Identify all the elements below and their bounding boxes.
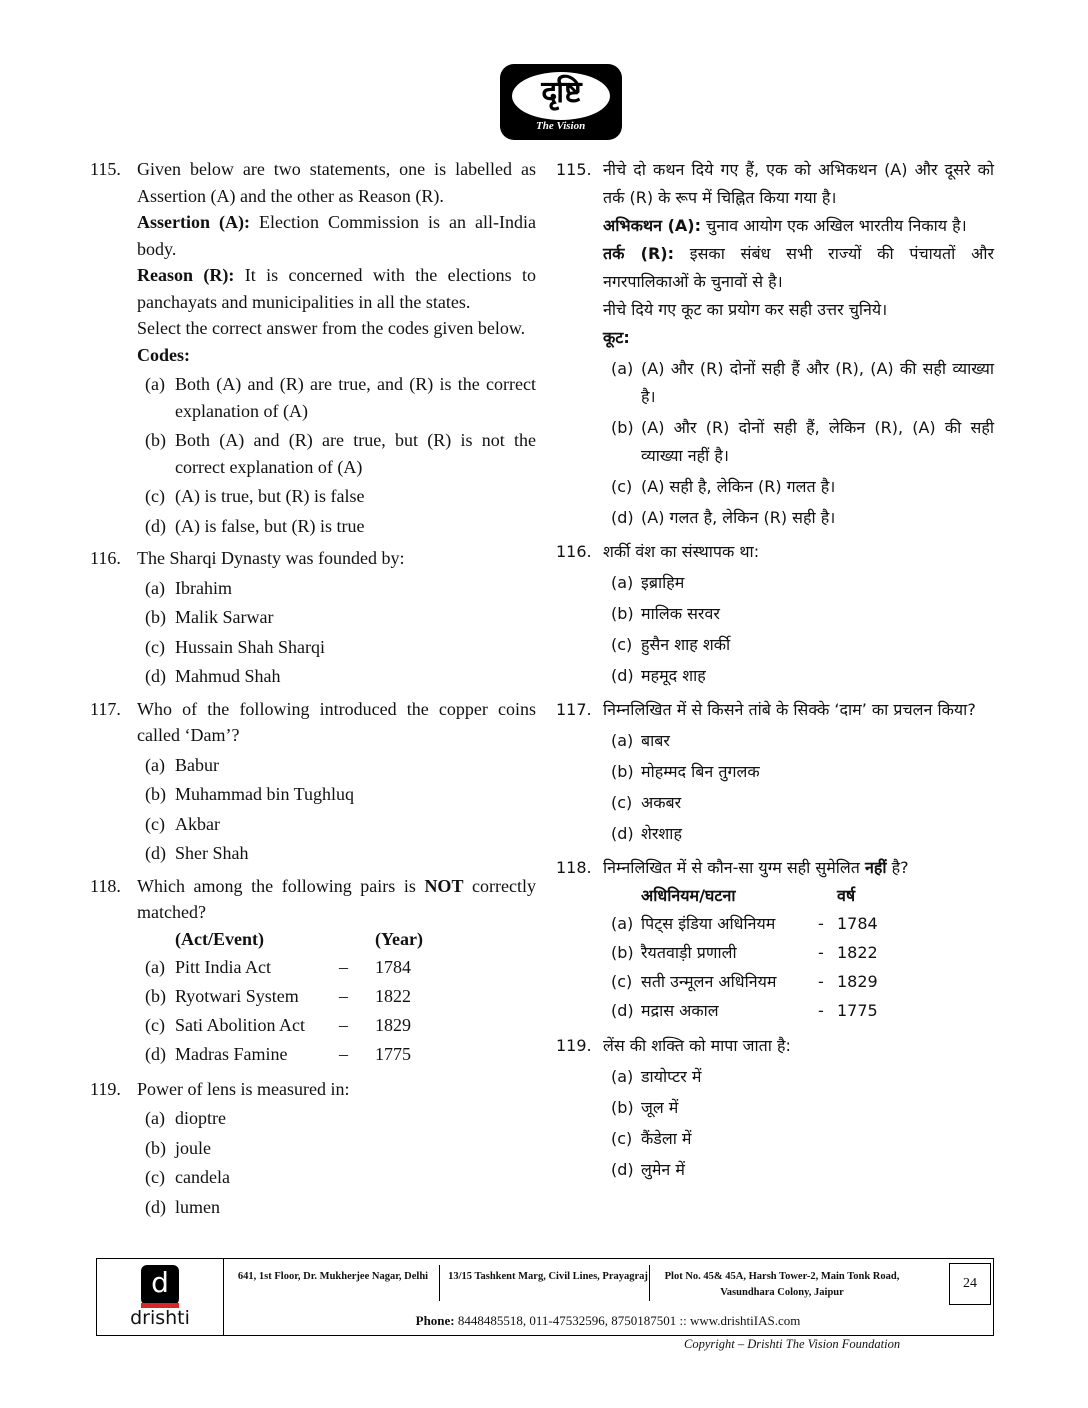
- page-footer: [96, 1258, 994, 1336]
- option-c: [603, 473, 994, 501]
- option-text: Mahmud Shah: [175, 666, 281, 686]
- option-d: [603, 504, 994, 532]
- question-118-hi: [556, 854, 994, 1026]
- phone-text: 8448485518, 011-47532596, 8750187501 :: www.drishtiIAS.com: [454, 1313, 801, 1328]
- option-label: (b): [611, 762, 634, 781]
- pair-name: पिट्स इंडिया अधिनियम: [641, 914, 776, 933]
- footer-logo-text: drishti: [130, 1307, 190, 1329]
- question-text: लेंस की शक्ति को मापा जाता है:: [603, 1036, 791, 1055]
- question-number: 116.: [90, 548, 121, 568]
- option-text: (A) सही है, लेकिन (R) गलत है।: [641, 477, 836, 496]
- question-text: Who of the following introduced the copper coins called ‘Dam’?: [137, 698, 536, 745]
- option-c: [137, 483, 536, 510]
- question-text: निम्नलिखित में से किसने तांबे के सिक्के ‘दाम’ का प्रचलन किया?: [603, 700, 976, 719]
- pair-year: 1822: [837, 943, 878, 962]
- option-b: [603, 600, 994, 628]
- option-text: इब्राहिम: [641, 573, 685, 592]
- option-label: (b): [611, 943, 634, 962]
- option-label: (d): [611, 1001, 634, 1020]
- option-text: डायोप्टर में: [641, 1067, 702, 1086]
- option-text: joule: [175, 1137, 211, 1158]
- pair-name: Pitt India Act: [175, 956, 271, 977]
- reason-text: It is concerned with the elections to panchayats and municipalities in all the states.: [137, 265, 536, 312]
- option-c: [603, 631, 994, 659]
- option-text: Muhammad bin Tughluq: [175, 784, 355, 804]
- option-d: [603, 1156, 994, 1184]
- option-label: (c): [145, 486, 165, 506]
- option-label: (d): [145, 843, 166, 863]
- logo-tagline: The Vision: [536, 120, 586, 132]
- question-number: 119.: [556, 1036, 592, 1055]
- question-number: 118.: [556, 858, 592, 877]
- question-116-en: [90, 545, 536, 690]
- option-label: (a): [145, 1108, 165, 1128]
- option-label: (a): [145, 956, 165, 977]
- pair-year: 1822: [375, 985, 411, 1006]
- question-116-hi: [556, 538, 994, 690]
- option-label: (d): [611, 1160, 634, 1179]
- pairs-header: [603, 882, 994, 910]
- option-a: [603, 355, 994, 411]
- pair-dash: –: [339, 956, 348, 977]
- option-text: Akbar: [175, 813, 220, 834]
- option-d: [137, 1194, 536, 1221]
- option-text: (A) गलत है, लेकिन (R) सही है।: [641, 508, 836, 527]
- option-text: Malik Sarwar: [175, 607, 274, 627]
- logo-word: दृष्टि: [541, 75, 581, 110]
- pair-dash: -: [818, 972, 824, 991]
- option-text: मोहम्मद बिन तुगलक: [641, 762, 760, 781]
- english-column: [90, 156, 536, 1226]
- logo-emblem: [512, 72, 610, 120]
- question-number: 117.: [556, 700, 592, 719]
- option-a: [137, 371, 536, 424]
- address-jaipur: Plot No. 45& 45A, Harsh Tower-2, Main Tonk Road, Vasundhara Colony, Jaipur: [664, 1271, 900, 1298]
- option-label: (d): [145, 1196, 166, 1217]
- address-delhi: 641, 1st Floor, Dr. Mukherjee Nagar, Delhi: [237, 1271, 429, 1282]
- option-text: lumen: [175, 1196, 220, 1217]
- option-text: Hussain Shah Sharqi: [175, 636, 325, 657]
- question-number: 117.: [90, 698, 121, 719]
- option-label: (b): [145, 985, 166, 1006]
- option-b: [137, 427, 536, 480]
- reason-label: Reason (R):: [137, 265, 235, 285]
- option-c: [137, 634, 536, 661]
- pair-dash: –: [339, 1043, 348, 1064]
- question-115-hi: [556, 156, 994, 532]
- option-text: (A) is false, but (R) is true: [175, 515, 365, 536]
- option-b: [137, 781, 536, 808]
- question-text: [603, 854, 994, 882]
- option-text: Sher Shah: [175, 843, 249, 863]
- option-label: (a): [145, 374, 165, 394]
- option-b: [137, 604, 536, 631]
- option-label: (c): [145, 636, 165, 657]
- option-label: (c): [145, 1014, 165, 1035]
- pairs-header: [137, 926, 536, 954]
- pair-year: 1784: [375, 956, 411, 977]
- option-c: [603, 1125, 994, 1153]
- option-text: Both (A) and (R) are true, but (R) is not the correct explanation of (A): [175, 430, 536, 477]
- option-label: (d): [611, 508, 634, 527]
- option-c: [137, 811, 536, 838]
- option-a: [603, 1063, 994, 1091]
- option-label: (b): [145, 430, 166, 450]
- option-label: (b): [145, 607, 166, 627]
- option-text: (A) और (R) दोनों सही हैं और (R), (A) की सही व्याख्या है।: [641, 359, 994, 406]
- question-117-hi: [556, 696, 994, 848]
- option-label: (c): [611, 477, 633, 496]
- option-text: कैंडेला में: [641, 1129, 692, 1148]
- option-b: [603, 414, 994, 470]
- pair-year: 1775: [837, 1001, 878, 1020]
- question-text-post: है?: [886, 858, 909, 877]
- option-label: (a): [611, 573, 634, 592]
- reason-label: तर्क (R):: [603, 244, 674, 263]
- option-d: [603, 662, 994, 690]
- pair-row-a: [137, 954, 536, 983]
- question-text-emphasis: नहीं: [864, 858, 887, 877]
- footer-logo: [97, 1259, 224, 1335]
- option-label: (d): [611, 824, 634, 843]
- option-text: dioptre: [175, 1108, 226, 1128]
- question-intro: Given below are two statements, one is labelled as Assertion (A) and the other as Reason (R).: [137, 159, 536, 206]
- pair-name: Ryotwari System: [175, 985, 299, 1006]
- option-c: [603, 789, 994, 817]
- pair-row-c: [137, 1012, 536, 1041]
- option-label: (c): [145, 813, 165, 834]
- pair-name: रैयतवाड़ी प्रणाली: [641, 943, 737, 962]
- codes-label: Codes:: [137, 344, 190, 365]
- option-b: [603, 1094, 994, 1122]
- copyright-notice: Copyright – Drishti The Vision Foundation: [684, 1337, 901, 1351]
- address-prayagraj: 13/15 Tashkent Marg, Civil Lines, Prayagraj: [448, 1271, 648, 1282]
- hindi-column: [556, 156, 994, 1190]
- option-text: जूल में: [641, 1098, 679, 1117]
- assertion: [603, 212, 994, 240]
- option-text: मालिक सरवर: [641, 604, 720, 623]
- pair-row-c: [603, 968, 994, 997]
- pair-year: 1775: [375, 1043, 411, 1064]
- question-intro: नीचे दो कथन दिये गए हैं, एक को अभिकथन (A) और दूसरे को तर्क (R) के रूप में चिह्नित किया गया है।: [603, 160, 994, 207]
- option-label: (a): [611, 359, 634, 378]
- codes-label: कूट:: [603, 328, 630, 347]
- option-label: (c): [611, 1129, 633, 1148]
- option-text: (A) और (R) दोनों सही हैं, लेकिन (R), (A) की सही व्याख्या नहीं है।: [641, 418, 994, 465]
- option-label: (a): [611, 1067, 634, 1086]
- option-label: (c): [611, 793, 633, 812]
- option-label: (d): [611, 666, 634, 685]
- option-a: [603, 569, 994, 597]
- option-text: महमूद शाह: [641, 666, 706, 685]
- footer-contact: [223, 1313, 993, 1329]
- question-text-post: correctly matched?: [137, 875, 536, 922]
- option-text: हुसैन शाह शर्की: [641, 635, 731, 654]
- option-text: Babur: [175, 754, 219, 775]
- option-d: [137, 840, 536, 867]
- address-divider: [649, 1265, 650, 1301]
- reason: [603, 240, 994, 296]
- option-label: (a): [145, 754, 165, 775]
- question-119-hi: [556, 1032, 994, 1184]
- instruction: नीचे दिये गए कूट का प्रयोग कर सही उत्तर चुनिये।: [603, 300, 888, 319]
- option-a: [137, 1105, 536, 1132]
- option-label: (b): [145, 784, 166, 804]
- option-text: शेरशाह: [641, 824, 682, 843]
- pair-name: Sati Abolition Act: [175, 1014, 306, 1035]
- option-text: बाबर: [641, 731, 670, 750]
- assertion-text: चुनाव आयोग एक अखिल भारतीय निकाय है।: [701, 216, 967, 235]
- assertion: [137, 209, 536, 262]
- question-text: [137, 873, 536, 926]
- assertion-label: अभिकथन (A):: [603, 216, 701, 235]
- pair-dash: –: [339, 985, 348, 1006]
- option-d: [137, 663, 536, 690]
- pair-row-d: [137, 1041, 536, 1070]
- option-a: [603, 727, 994, 755]
- option-b: [137, 1135, 536, 1162]
- option-text: लुमेन में: [641, 1160, 685, 1179]
- option-label: (b): [611, 604, 634, 623]
- option-text: Both (A) and (R) are true, and (R) is the correct explanation of (A): [175, 374, 536, 421]
- question-number: 118.: [90, 875, 121, 896]
- option-label: (c): [611, 635, 633, 654]
- pair-dash: -: [818, 914, 824, 933]
- option-label: (d): [145, 1043, 166, 1064]
- option-label: (a): [611, 914, 634, 933]
- header-year: वर्ष: [837, 886, 856, 905]
- page-number: 24: [949, 1263, 991, 1305]
- reason: [137, 262, 536, 315]
- option-a: [137, 575, 536, 602]
- option-label: (b): [611, 1098, 634, 1117]
- pair-row-b: [137, 983, 536, 1012]
- pair-dash: –: [339, 1014, 348, 1035]
- address-divider: [439, 1265, 440, 1301]
- pair-dash: -: [818, 943, 824, 962]
- question-number: 119.: [90, 1078, 121, 1099]
- option-label: (b): [611, 418, 634, 437]
- option-d: [137, 513, 536, 540]
- option-text: Ibrahim: [175, 577, 232, 598]
- option-text: अकबर: [641, 793, 682, 812]
- pair-name: Madras Famine: [175, 1043, 288, 1064]
- question-number: 115.: [556, 160, 592, 179]
- option-a: [137, 752, 536, 779]
- option-b: [603, 758, 994, 786]
- question-text-emphasis: NOT: [424, 875, 464, 896]
- option-label: (a): [611, 731, 634, 750]
- instruction: Select the correct answer from the codes given below.: [137, 318, 526, 338]
- question-text-pre: निम्नलिखित में से कौन-सा युग्म सही सुमेलित: [603, 858, 865, 877]
- pair-row-a: [603, 910, 994, 939]
- phone-label: Phone:: [415, 1313, 455, 1328]
- pair-name: मद्रास अकाल: [641, 1001, 719, 1020]
- drishti-header-logo: [500, 64, 622, 140]
- question-text: Power of lens is measured in:: [137, 1078, 350, 1099]
- option-c: [137, 1164, 536, 1191]
- question-number: 116.: [556, 542, 592, 561]
- question-text: शर्की वंश का संस्थापक था:: [603, 542, 760, 561]
- option-label: (a): [145, 577, 165, 598]
- question-118-en: [90, 873, 536, 1070]
- footer-logo-mark: d: [141, 1265, 179, 1305]
- option-label: (b): [145, 1137, 166, 1158]
- question-119-en: [90, 1076, 536, 1221]
- assertion-text: Election Commission is an all-India body.: [137, 212, 536, 259]
- option-text: candela: [175, 1167, 230, 1187]
- header-year: (Year): [375, 928, 423, 949]
- option-label: (d): [145, 666, 166, 686]
- question-115-en: [90, 156, 536, 539]
- question-text-pre: Which among the following pairs is: [137, 875, 425, 896]
- option-label: (d): [145, 515, 166, 536]
- question-number: 115.: [90, 159, 121, 179]
- option-label: (c): [145, 1167, 165, 1187]
- question-text: The Sharqi Dynasty was founded by:: [137, 548, 405, 568]
- pair-row-b: [603, 939, 994, 968]
- pair-year: 1784: [837, 914, 878, 933]
- header-act-event: अधिनियम/घटना: [641, 886, 736, 905]
- option-label: (c): [611, 972, 633, 991]
- pair-row-d: [603, 997, 994, 1026]
- pair-dash: -: [818, 1001, 824, 1020]
- pair-name: सती उन्मूलन अधिनियम: [641, 972, 777, 991]
- assertion-label: Assertion (A):: [137, 212, 250, 232]
- option-text: (A) is true, but (R) is false: [175, 486, 365, 506]
- reason-text: इसका संबंध सभी राज्यों की पंचायतों और नगरपालिकाओं के चुनावों से है।: [603, 244, 994, 291]
- pair-year: 1829: [375, 1014, 411, 1035]
- question-117-en: [90, 696, 536, 867]
- header-act-event: (Act/Event): [175, 928, 264, 949]
- option-d: [603, 820, 994, 848]
- pair-year: 1829: [837, 972, 878, 991]
